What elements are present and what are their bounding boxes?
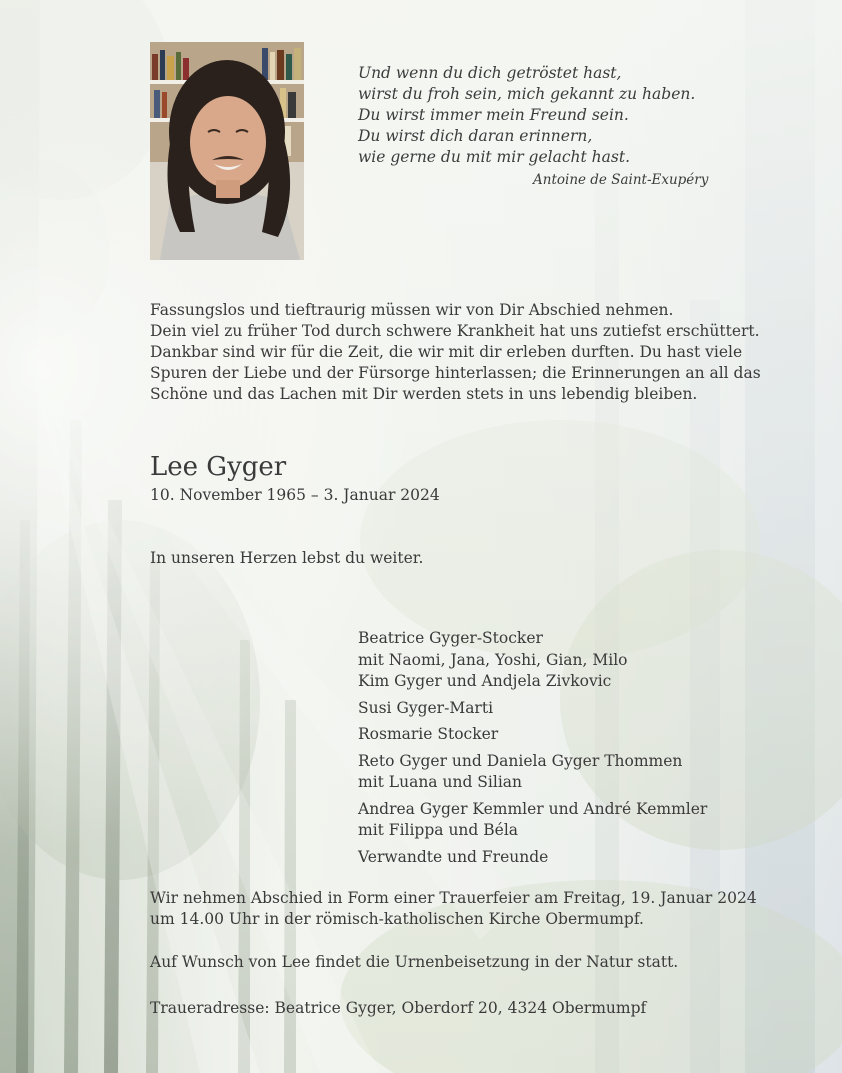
family-line: Beatrice Gyger-Stocker <box>358 629 543 647</box>
poem-line: Du wirst dich daran erinnern, <box>358 127 593 145</box>
poem-quote <box>358 63 798 191</box>
poem-line: Du wirst immer mein Freund sein. <box>358 106 629 124</box>
intro-line: Schöne und das Lachen mit Dir werden stets in uns lebendig bleiben. <box>150 385 698 403</box>
poem-line: wie gerne du mit mir gelacht hast. <box>358 148 630 166</box>
family-line: mit Luana und Silian <box>358 773 523 791</box>
family-line: Andrea Gyger Kemmler und André Kemmler <box>358 799 708 818</box>
life-dates <box>150 485 440 506</box>
family-line: Susi Gyger-Marti <box>358 698 494 717</box>
intro-line: Fassungslos und tieftraurig müssen wir von Dir Abschied nehmen. <box>150 301 674 319</box>
family-group <box>358 751 707 794</box>
portrait-photo <box>150 42 304 260</box>
motto <box>150 548 423 569</box>
family-line: Verwandte und Freunde <box>358 847 549 866</box>
urn-note-text: Auf Wunsch von Lee findet die Urnenbeisetzung in der Natur statt. <box>150 953 679 971</box>
ceremony-line: um 14.00 Uhr in der römisch-katholischen Kirche Obermumpf. <box>150 910 644 928</box>
poem-line: wirst du froh sein, mich gekannt zu haben. <box>358 85 696 103</box>
family-group <box>358 724 707 746</box>
ceremony-line: Wir nehmen Abschied in Form einer Trauerfeier am Freitag, 19. Januar 2024 <box>150 889 757 907</box>
family-group <box>358 698 707 720</box>
mourning-address-text: Traueradresse: Beatrice Gyger, Oberdorf 20, 4324 Obermumpf <box>150 999 647 1017</box>
family-group <box>358 847 707 869</box>
mourning-address <box>150 998 646 1019</box>
deceased-name: Lee Gyger <box>150 452 287 482</box>
family-group <box>358 799 707 842</box>
motto-text: In unseren Herzen lebst du weiter. <box>150 549 424 567</box>
family-line: Rosmarie Stocker <box>358 725 499 743</box>
poem-line: Und wenn du dich getröstet hast, <box>358 64 622 82</box>
family-line: mit Filippa und Béla <box>358 821 519 839</box>
family-line: Reto Gyger und Daniela Gyger Thommen <box>358 751 683 770</box>
urn-note <box>150 952 678 973</box>
family-group <box>358 628 707 693</box>
family-line: mit Naomi, Jana, Yoshi, Gian, Milo <box>358 650 628 669</box>
intro-line: Spuren der Liebe und der Fürsorge hinterlassen; die Erinnerungen an all das <box>150 364 761 382</box>
family-line: Kim Gyger und Andjela Zivkovic <box>358 672 612 690</box>
intro-line: Dankbar sind wir für die Zeit, die wir mit dir erleben durften. Du hast viele <box>150 343 743 361</box>
poem-author: Antoine de Saint-Exupéry <box>533 172 709 188</box>
intro-line: Dein viel zu früher Tod durch schwere Krankheit hat uns zutiefst erschüttert. <box>150 322 760 340</box>
life-dates-text: 10. November 1965 – 3. Januar 2024 <box>150 486 440 504</box>
intro-paragraph <box>150 300 761 405</box>
ceremony-info <box>150 888 757 930</box>
family-list <box>358 628 707 873</box>
